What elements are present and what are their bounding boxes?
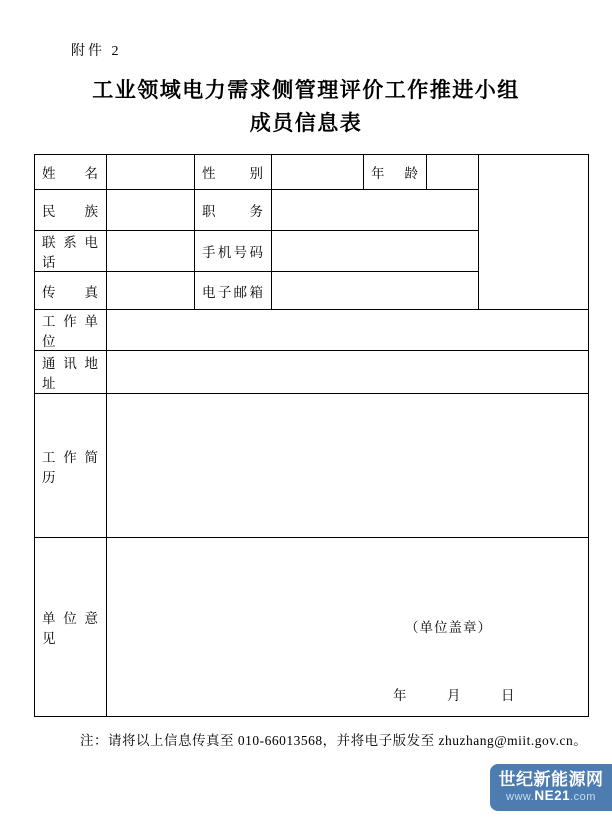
field-label-work-resume	[35, 394, 107, 538]
watermark-url-prefix: www.	[506, 791, 535, 804]
attachment-label: 附件 2	[71, 44, 122, 59]
watermark-badge	[490, 764, 612, 811]
date-line: 年 月 日	[393, 688, 515, 703]
table-row	[35, 394, 589, 538]
field-label-age-text: 年龄	[371, 166, 419, 181]
form-title-line2: 成员信息表	[249, 111, 363, 135]
field-label-gender-text: 性别	[202, 166, 264, 181]
field-label-contact-phone	[35, 231, 107, 272]
field-label-work-resume-text: 工作简历	[42, 449, 99, 485]
field-label-name	[35, 155, 107, 190]
field-label-ethnicity	[35, 190, 107, 231]
seal-hint: （单位盖章）	[405, 620, 492, 635]
field-label-mobile	[195, 231, 272, 272]
field-label-name-text: 姓名	[42, 166, 99, 181]
field-label-gender	[195, 155, 272, 190]
field-label-email-text: 电子邮箱	[202, 284, 264, 300]
table-row	[35, 351, 589, 394]
field-label-position	[195, 190, 272, 231]
watermark-site-name: 世纪新能源网	[498, 769, 604, 789]
field-label-mailing-address	[35, 351, 107, 394]
watermark-site-url	[506, 789, 596, 804]
field-value-mailing-address	[107, 351, 589, 394]
field-label-mobile-text: 手机号码	[202, 245, 264, 260]
field-value-work-unit	[107, 310, 589, 351]
table-row	[35, 155, 589, 190]
field-value-work-resume	[107, 394, 589, 538]
form-title-line1: 工业领域电力需求侧管理评价工作推进小组	[92, 78, 520, 102]
field-value-ethnicity	[107, 190, 195, 231]
table-row	[35, 310, 589, 351]
field-label-email	[195, 272, 272, 310]
field-value-gender	[272, 155, 364, 190]
member-info-table	[34, 154, 589, 717]
field-value-mobile	[272, 231, 479, 272]
form-title	[0, 74, 612, 140]
field-value-email	[272, 272, 479, 310]
watermark-url-brand: NE21	[534, 788, 571, 804]
field-label-age	[364, 155, 427, 190]
field-label-ethnicity-text: 民族	[42, 204, 99, 219]
field-label-fax-text: 传真	[42, 284, 99, 300]
field-value-position	[272, 190, 479, 231]
field-label-fax	[35, 272, 107, 310]
field-label-mailing-address-text: 通讯地址	[42, 356, 99, 391]
table-row	[35, 538, 589, 717]
field-value-name	[107, 155, 195, 190]
field-value-unit-opinion	[107, 538, 589, 717]
field-label-work-unit-text: 工作单位	[42, 314, 99, 349]
field-label-unit-opinion	[35, 538, 107, 717]
field-value-contact-phone	[107, 231, 195, 272]
footer-note: 注：请将以上信息传真至 010-66013568，并将电子版发至 zhuzhang@miit.gov.cn。	[80, 733, 588, 748]
field-label-unit-opinion-text: 单位意见	[42, 611, 99, 646]
field-label-position-text: 职务	[202, 204, 264, 219]
field-label-work-unit	[35, 310, 107, 351]
field-label-contact-phone-text: 联系电话	[42, 235, 99, 270]
watermark-url-suffix: .com	[570, 791, 596, 804]
field-value-age	[427, 155, 479, 190]
field-value-fax	[107, 272, 195, 310]
photo-cell	[479, 155, 589, 310]
